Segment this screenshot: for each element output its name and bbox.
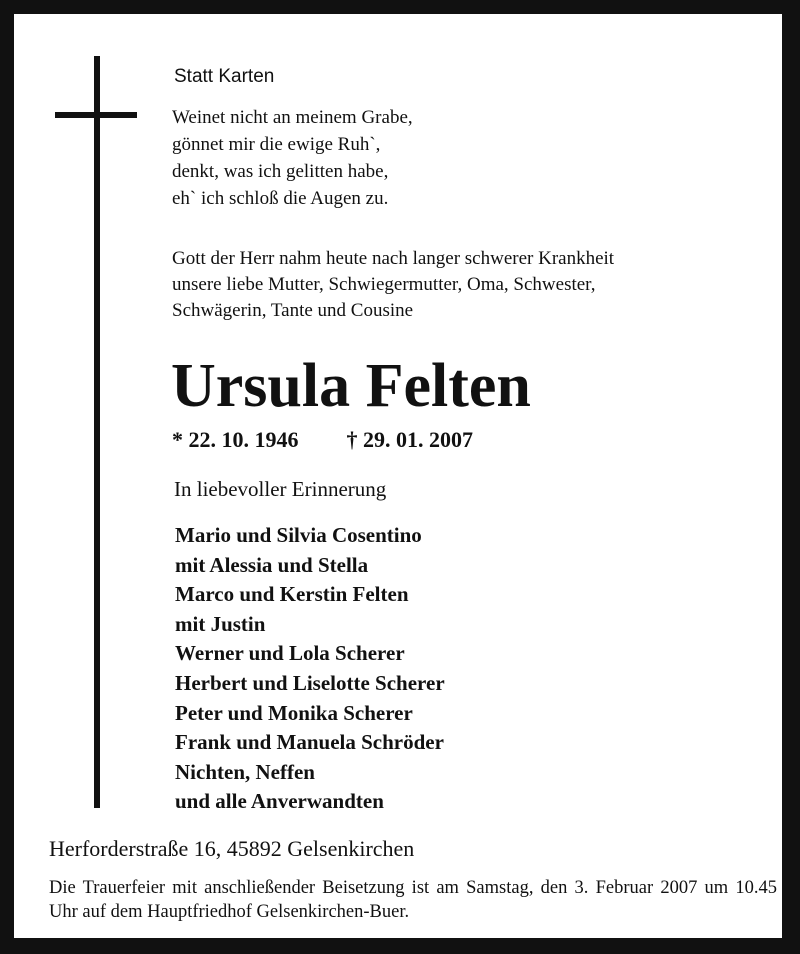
- mourner-line: Frank und Manuela Schröder: [175, 730, 444, 755]
- poem-line: Weinet nicht an meinem Grabe,: [172, 107, 413, 128]
- mourner-line: Marco und Kerstin Felten: [175, 582, 409, 607]
- cross-icon-vertical-bar: [94, 56, 100, 808]
- poem-line: denkt, was ich gelitten habe,: [172, 161, 389, 182]
- mourner-line: mit Alessia und Stella: [175, 552, 369, 577]
- intro-text: [172, 246, 614, 324]
- cross-icon-horizontal-bar: [55, 112, 137, 118]
- intro-line: Gott der Herr nahm heute nach langer schwerer Krankheit: [172, 248, 615, 269]
- mourner-line: mit Justin: [175, 611, 266, 636]
- funeral-notice: Die Trauerfeier mit anschließender Beisetzung ist am Samstag, den 3. Februar 2007 um 10.45 Uhr auf dem Hauptfriedhof Gelsenkirchen-Buer.: [49, 878, 777, 922]
- mourner-line: Mario und Silvia Cosentino: [175, 523, 422, 547]
- address: Herforderstraße 16, 45892 Gelsenkirchen: [49, 836, 415, 861]
- death-date: † 29. 01. 2007: [346, 427, 473, 452]
- mourner-line: Peter und Monika Scherer: [175, 700, 413, 725]
- memory-line: In liebevoller Erinnerung: [174, 477, 387, 501]
- intro-line: unsere liebe Mutter, Schwiegermutter, Oma, Schwester,: [172, 274, 596, 295]
- statt-karten-label: Statt Karten: [174, 66, 275, 87]
- birth-date: * 22. 10. 1946: [172, 427, 299, 452]
- mourner-line: Herbert und Liselotte Scherer: [175, 670, 445, 695]
- mourner-line: und alle Anverwandten: [175, 789, 384, 814]
- intro-line: Schwägerin, Tante und Cousine: [172, 300, 414, 321]
- life-dates: [172, 425, 473, 455]
- poem-line: eh` ich schloß die Augen zu.: [172, 188, 389, 209]
- poem: [172, 104, 413, 212]
- mourners-list: [175, 521, 445, 817]
- mourner-line: Werner und Lola Scherer: [175, 641, 405, 666]
- deceased-name: Ursula Felten: [171, 352, 531, 420]
- mourner-line: Nichten, Neffen: [175, 759, 315, 784]
- poem-line: gönnet mir die ewige Ruh`,: [172, 134, 381, 155]
